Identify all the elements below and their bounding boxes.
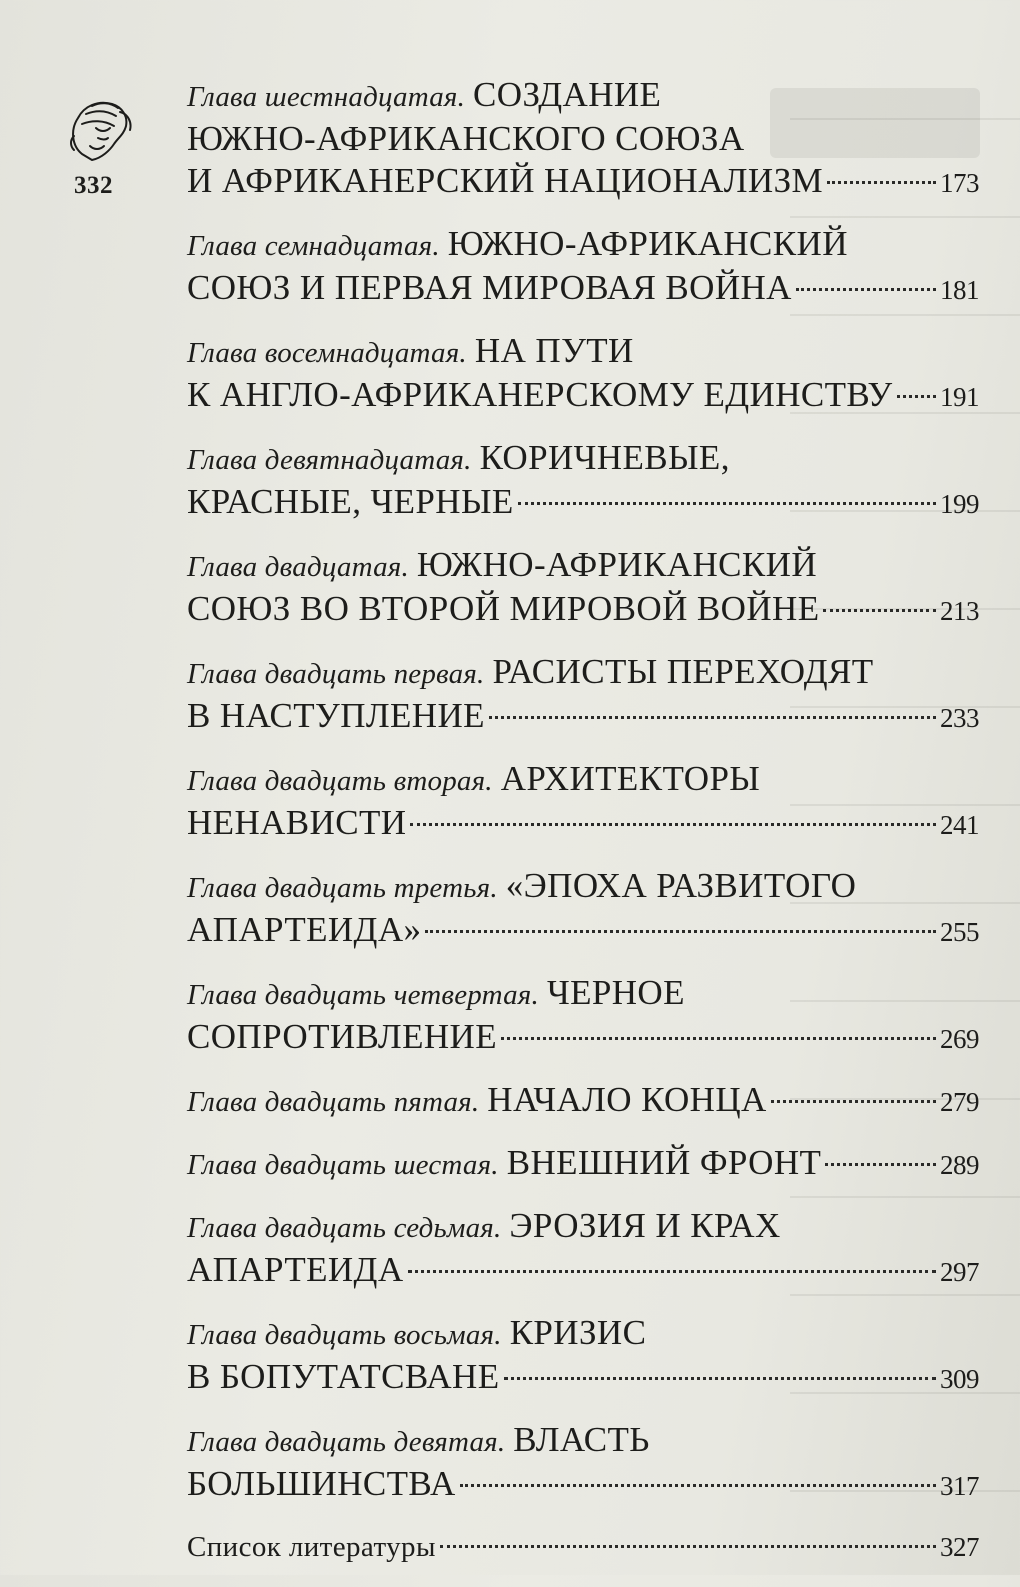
dot-leader	[410, 823, 936, 826]
table-of-contents	[187, 74, 979, 1587]
chapter-title: В БОПУТАТСВАНЕ	[187, 1357, 500, 1396]
toc-line	[187, 865, 979, 909]
chapter-title: КРАСНЫЕ, ЧЕРНЫЕ	[187, 482, 514, 521]
toc-line	[187, 267, 979, 311]
toc-page-number: 191	[940, 382, 979, 412]
toc-line	[187, 588, 979, 632]
toc-line	[187, 1079, 979, 1123]
dot-leader	[897, 395, 936, 398]
bibliography-title: Список литературы	[187, 1531, 436, 1563]
dot-leader	[489, 716, 936, 719]
toc-entry	[187, 223, 979, 311]
toc-entry	[187, 1526, 979, 1568]
toc-page-number: 269	[940, 1024, 979, 1054]
toc-entry	[187, 1312, 979, 1400]
dot-leader	[823, 609, 936, 612]
chapter-title: ЭРОЗИЯ И КРАХ	[509, 1206, 781, 1245]
toc-line	[187, 1419, 979, 1463]
toc-line	[187, 74, 979, 118]
chapter-title: СОЗДАНИЕ	[473, 75, 662, 114]
chapter-label: Глава двадцать пятая.	[187, 1086, 480, 1118]
dot-leader	[425, 930, 936, 933]
chapter-title: ЮЖНО-АФРИКАНСКОГО СОЮЗА	[187, 119, 745, 158]
chapter-title: ЧЕРНОЕ	[546, 973, 685, 1012]
chapter-label: Глава двадцать седьмая.	[187, 1212, 502, 1244]
dot-leader	[771, 1100, 936, 1103]
dot-leader	[518, 502, 936, 505]
toc-line	[187, 1463, 979, 1507]
chapter-label: Глава двадцать восьмая.	[187, 1319, 502, 1351]
toc-page-number: 181	[940, 275, 979, 305]
chapter-title: К АНГЛО-АФРИКАНЕРСКОМУ ЕДИНСТВУ	[187, 375, 893, 414]
chapter-title: НЕНАВИСТИ	[187, 803, 407, 842]
toc-line	[187, 1142, 979, 1186]
chapter-label: Глава двадцать вторая.	[187, 765, 493, 797]
toc-line	[187, 1312, 979, 1356]
chapter-title: КРИЗИС	[509, 1313, 647, 1352]
dot-leader	[460, 1484, 936, 1487]
toc-entry	[187, 74, 979, 204]
dot-leader	[825, 1163, 936, 1166]
toc-entry	[187, 1142, 979, 1186]
toc-page-number: 233	[940, 703, 979, 733]
dot-leader	[408, 1270, 936, 1273]
chapter-title: ЮЖНО-АФРИКАНСКИЙ	[416, 545, 818, 584]
toc-page-number: 289	[940, 1150, 979, 1180]
toc-page-number: 327	[940, 1532, 979, 1562]
toc-line	[187, 481, 979, 525]
chapter-label: Глава семнадцатая.	[187, 230, 440, 262]
toc-line	[187, 1205, 979, 1249]
toc-entry	[187, 544, 979, 632]
toc-line	[187, 758, 979, 802]
toc-entry	[187, 1079, 979, 1123]
chapter-title: АПАРТЕИДА»	[187, 910, 422, 949]
chapter-title: РАСИСТЫ ПЕРЕХОДЯТ	[492, 652, 874, 691]
chapter-label: Глава двадцатая.	[187, 551, 409, 583]
toc-line	[187, 437, 979, 481]
toc-line	[187, 160, 979, 204]
toc-line	[187, 1249, 979, 1293]
toc-line	[187, 374, 979, 418]
toc-line	[187, 651, 979, 695]
toc-entry	[187, 865, 979, 953]
dot-leader	[501, 1037, 936, 1040]
chapter-title: НА ПУТИ	[474, 331, 634, 370]
toc-line	[187, 909, 979, 953]
toc-entry	[187, 1205, 979, 1293]
toc-line	[187, 695, 979, 739]
toc-line	[187, 1016, 979, 1060]
toc-line	[187, 118, 979, 160]
toc-line	[187, 330, 979, 374]
toc-page-number: 255	[940, 917, 979, 947]
chapter-title: ЮЖНО-АФРИКАНСКИЙ	[447, 224, 848, 263]
dot-leader	[440, 1545, 936, 1548]
toc-page-number: 199	[940, 489, 979, 519]
chapter-title: АПАРТЕИДА	[187, 1250, 404, 1289]
toc-entry	[187, 651, 979, 739]
chapter-label: Глава шестнадцатая.	[187, 81, 466, 113]
chapter-title: В НАСТУПЛЕНИЕ	[187, 696, 485, 735]
toc-line	[187, 223, 979, 267]
toc-page-number: 279	[940, 1087, 979, 1117]
toc-page-number: 297	[940, 1257, 979, 1287]
chapter-title: СОПРОТИВЛЕНИЕ	[187, 1017, 497, 1056]
chapter-title: ВЛАСТЬ	[513, 1420, 650, 1459]
lion-head-emblem-icon	[62, 92, 138, 172]
toc-line	[187, 802, 979, 846]
dot-leader	[827, 181, 936, 184]
chapter-label: Глава двадцать девятая.	[187, 1426, 506, 1458]
toc-page-number: 173	[940, 168, 979, 198]
chapter-title: БОЛЬШИНСТВА	[187, 1464, 456, 1503]
toc-page-number: 317	[940, 1471, 979, 1501]
chapter-title: АРХИТЕКТОРЫ	[500, 759, 761, 798]
chapter-label: Глава девятнадцатая.	[187, 444, 472, 476]
chapter-title: СОЮЗ ВО ВТОРОЙ МИРОВОЙ ВОЙНЕ	[187, 589, 820, 628]
dot-leader	[796, 288, 936, 291]
toc-page-number: 213	[940, 596, 979, 626]
toc-line	[187, 972, 979, 1016]
chapter-label: Глава двадцать четвертая.	[187, 979, 539, 1011]
chapter-title: И АФРИКАНЕРСКИЙ НАЦИОНАЛИЗМ	[187, 161, 824, 200]
chapter-title: «ЭПОХА РАЗВИТОГО	[505, 866, 857, 905]
toc-entry	[187, 972, 979, 1060]
toc-entry	[187, 437, 979, 525]
toc-entry	[187, 330, 979, 418]
chapter-label: Глава двадцать третья.	[187, 872, 498, 904]
chapter-title: ВНЕШНИЙ ФРОНТ	[506, 1143, 822, 1182]
chapter-title: КОРИЧНЕВЫЕ,	[479, 438, 730, 477]
toc-line	[187, 1356, 979, 1400]
toc-entry	[187, 1419, 979, 1507]
chapter-label: Глава двадцать шестая.	[187, 1149, 499, 1181]
chapter-label: Глава двадцать первая.	[187, 658, 485, 690]
toc-line	[187, 544, 979, 588]
toc-entry	[187, 758, 979, 846]
toc-page-number: 241	[940, 810, 979, 840]
toc-line	[187, 1526, 979, 1568]
chapter-title: НАЧАЛО КОНЦА	[487, 1080, 767, 1119]
page-number: 332	[74, 172, 113, 199]
chapter-title: СОЮЗ И ПЕРВАЯ МИРОВАЯ ВОЙНА	[187, 268, 792, 307]
chapter-label: Глава восемнадцатая.	[187, 337, 467, 369]
dot-leader	[504, 1377, 936, 1380]
toc-page-number: 309	[940, 1364, 979, 1394]
